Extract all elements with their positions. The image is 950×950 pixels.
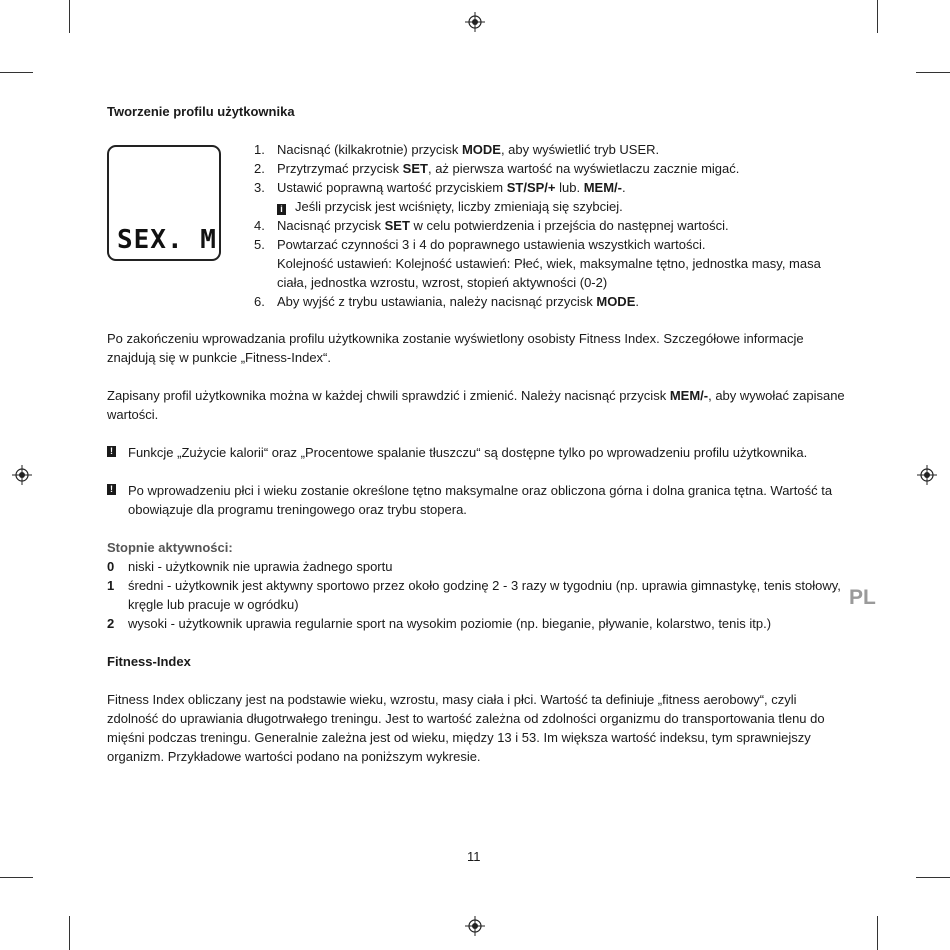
activity-level-text: niski - użytkownik nie uprawia żadnego sportu [128,559,393,574]
button-name: MODE [596,294,636,309]
text-run: , aby wywołać zapisane wartości. [107,388,845,422]
activity-level-number: 0 [107,559,115,574]
warning-icon: ! [107,446,116,457]
text-run: , aż pierwsza wartość na wyświetlaczu zacznie migać. [427,161,740,176]
registration-mark-icon [917,465,937,485]
text-run: . [635,294,639,309]
crop-mark [69,916,70,950]
activity-level-number: 1 [107,578,115,593]
activity-level-text: wysoki - użytkownik uprawia regularnie sport na wysokim poziomie (np. bieganie, pływanie, kolarstwo, tenis itp.) [128,616,772,631]
warning-note [107,481,868,519]
activity-level-item [107,576,868,614]
button-name: ST/SP/+ [506,180,556,195]
step-number: 5. [254,237,265,252]
section-heading-activity: Stopnie aktywności: [107,540,233,555]
registration-mark-icon [465,12,485,32]
step-number: 1. [254,142,265,157]
step-number: 6. [254,294,265,309]
text-run: Aby wyjść z trybu ustawiania, należy nacisnąć przycisk [277,294,597,309]
step-note [254,197,854,216]
step-item [254,140,854,159]
step-number: 3. [254,180,265,195]
text-run: w celu potwierdzenia i przejścia do następnej wartości. [409,218,729,233]
step-item [254,216,854,235]
text-run: Kolejność ustawień: Kolejność ustawień: Płeć, wiek, maksymalne tętno, jednostka masy, masa ciała, jednostka wzrostu, wzrost, stopień aktywności (0-2) [277,256,821,290]
text-run: . [621,180,626,195]
step-item [254,254,854,292]
step-number: 2. [254,161,265,176]
button-name: MODE [461,142,501,157]
text-run: lub. [555,180,584,195]
button-name: MEM/- [669,388,709,403]
text-run: , aby wyświetlić tryb USER. [500,142,660,157]
step-item [254,178,854,197]
warning-note [107,443,868,462]
steps-list [254,140,854,311]
warning-text: Funkcje „Zużycie kalorii“ oraz „Procentowe spalanie tłuszczu“ są dostępne tylko po wprowadzeniu profilu użytkownika. [128,445,808,460]
text-run: Przytrzymać przycisk [277,161,403,176]
warning-text: Po wprowadzeniu płci i wieku zostanie określone tętno maksymalne oraz obliczona górna i dolna granica tętna. Wartość ta obowiązuje dla programu treningowego oraz trybu stopera. [128,483,833,517]
text-run: Jeśli przycisk jest wciśnięty, liczby zmieniają się szybciej. [295,199,623,214]
registration-mark-icon [465,916,485,936]
lcd-display-illustration [107,145,221,261]
paragraph-profile-complete: Po zakończeniu wprowadzania profilu użytkownika zostanie wyświetlony osobisty Fitness Index. Szczegółowe informacje znajdują się w punkcie „Fitness-Index“. [107,331,804,365]
text-run: Nacisnąć przycisk [277,218,385,233]
activity-level-text: średni - użytkownik jest aktywny sportowo przez około godzinę 2 - 3 razy w tygodniu (np. uprawia gimnastykę, tenis stołowy, kręgle lub pracuje w ogródku) [128,578,841,612]
text-run: Nacisnąć (kilkakrotnie) przycisk [277,142,462,157]
button-name: SET [384,218,410,233]
button-name: MEM/- [583,180,622,195]
page-number: 11 [467,849,481,864]
crop-mark [69,0,70,33]
info-icon: i [277,204,286,215]
registration-mark-icon [12,465,32,485]
text-run: Ustawić poprawną wartość przyciskiem [277,180,507,195]
step-item [254,235,854,254]
paragraph-fitness-index: Fitness Index obliczany jest na podstawie wieku, wzrostu, masy ciała i płci. Wartość ta definiuje „fitness aerobowy“, czyli zdolność do uprawiania długotrwałego treningu. Jest to wartość zależna od zdolności organizmu do transportowania tlenu do mięśni podczas treningu. Generalnie zależna jest od wieku, między 13 i 53. Im większa wartość indeksu, tym sprawniejszy organizm. Przykładowe wartości podano na poniższym wykresie. [107,692,825,764]
activity-level-item [107,614,868,633]
step-item [254,292,854,311]
crop-mark [916,72,950,73]
step-number: 4. [254,218,265,233]
crop-mark [916,877,950,878]
section-heading-fitness-index: Fitness-Index [107,654,191,669]
language-tab: PL [849,586,876,609]
step-item [254,159,854,178]
section-heading-profile: Tworzenie profilu użytkownika [107,104,295,119]
crop-mark [0,72,33,73]
text-run: Zapisany profil użytkownika można w każdej chwili sprawdzić i zmienić. Należy nacisnąć przycisk [107,388,670,403]
warning-icon: ! [107,484,116,495]
activity-level-number: 2 [107,616,115,631]
button-name: SET [402,161,428,176]
paragraph-profile-saved [107,386,847,424]
activity-level-item [107,557,868,576]
crop-mark [877,916,878,950]
crop-mark [877,0,878,33]
lcd-display-text: SEX. M [117,225,217,255]
text-run: Powtarzać czynności 3 i 4 do poprawnego ustawienia wszystkich wartości. [277,237,706,252]
crop-mark [0,877,33,878]
